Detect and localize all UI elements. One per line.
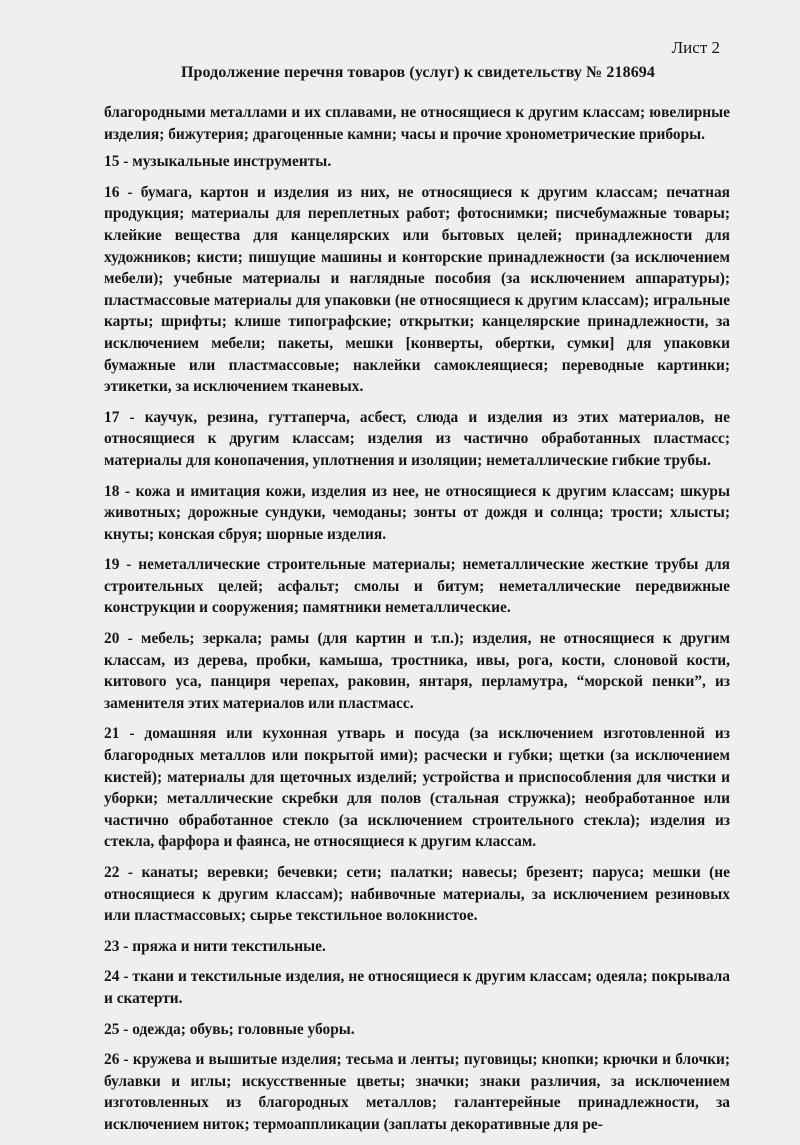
class-17-item: 17 - каучук, резина, гуттаперча, асбест, слюда и изделия из этих материалов, не относящиеся к другим классам; изделия из частично обработанных пластмасс; материалы для конопачения, уплотнения и изоляции; неметаллические гибкие трубы.: [104, 408, 730, 469]
page-title: Продолжение перечня товаров (услуг) к свидетельству № 218694: [180, 64, 656, 81]
sheet-number-label: Лист 2: [671, 38, 720, 57]
class-20-item: 20 - мебель; зеркала; рамы (для картин и т.п.); изделия, не относящиеся к другим классам, из дерева, пробки, камыша, тростника, ивы, рога, кости, слоновой кости, китового уса, панциря черепах, раковин, янтаря, перламутра, “морской пенки”, из заменителя этих материалов или пластмасс.: [104, 630, 730, 712]
class-15-item: 15 - музыкальные инструменты.: [104, 153, 332, 171]
class-23-item: 23 - пряжа и нити текстильные.: [104, 937, 326, 955]
class-18-item: 18 - кожа и имитация кожи, изделия из нее, не относящиеся к другим классам; шкуры животных; дорожные сундуки, чемоданы; зонты от дождя и солнца; трости; хлысты; кнуты; конская сбруя; шорные изделия.: [104, 482, 730, 543]
class-16-item: 16 - бумага, картон и изделия из них, не относящиеся к другим классам; печатная продукция; материалы для переплетных работ; фотоснимки; писчебумажные товары; клейкие вещества для канцелярских или бытовых целей; принадлежности для художников; кисти; пишущие машины и конторские принадлежности (за исключением мебели); учебные материалы и наглядные пособия (за исключением аппаратуры); пластмассовые материалы для упаковки (не относящиеся к другим классам); игральные карты; шрифты; клише типографские; открытки; канцелярские принадлежности, за исключением мебели; пакеты, мешки [конверты, обертки, сумки] для упаковки бумажные или пластмассовые; наклейки самоклеящиеся; переводные картинки; этикетки, за исключением тканевых.: [104, 183, 730, 396]
class-21-item: 21 - домашняя или кухонная утварь и посуда (за исключением изготовленной из благородных металлов или покрытой ими); расчески и губки; щетки (за исключением кистей); материалы для щеточных изделий; устройства и приспособления для чистки и уборки; металлические скребки для полов (стальная стружка); необработанное или частично обработанное стекло (за исключением строительного стекла); изделия из стекла, фарфора и фаянса, не относящиеся к другим классам.: [104, 725, 730, 851]
class-25-item: 25 - одежда; обувь; головные уборы.: [104, 1020, 355, 1038]
goods-classes-list: [104, 102, 730, 1145]
class-14-continuation: благородными металлами и их сплавами, не относящиеся к другим классам; ювелирные изделия; бижутерия; драгоценные камни; часы и прочие хронометрические приборы.: [104, 104, 730, 143]
class-19-item: 19 - неметаллические строительные материалы; неметаллические жесткие трубы для строительных целей; асфальт; смолы и битум; неметаллические передвижные конструкции и сооружения; памятники неметаллические.: [104, 556, 730, 617]
class-24-item: 24 - ткани и текстильные изделия, не относящиеся к другим классам; одеяла; покрывала и скатерти.: [104, 968, 730, 1007]
class-26-item: 26 - кружева и вышитые изделия; тесьма и ленты; пуговицы; кнопки; крючки и блочки; булавки и иглы; искусственные цветы; значки; знаки различия, за исключением изготовленных из благородных металлов; галантерейные принадлежности, за исключением ниток; термоаппликации (заплаты декоративные для ре-: [104, 1051, 730, 1133]
class-22-item: 22 - канаты; веревки; бечевки; сети; палатки; навесы; брезент; паруса; мешки (не относящиеся к другим классам); набивочные материалы, за исключением резиновых или пластмассовых; сырье текстильное волокнистое.: [104, 864, 730, 925]
